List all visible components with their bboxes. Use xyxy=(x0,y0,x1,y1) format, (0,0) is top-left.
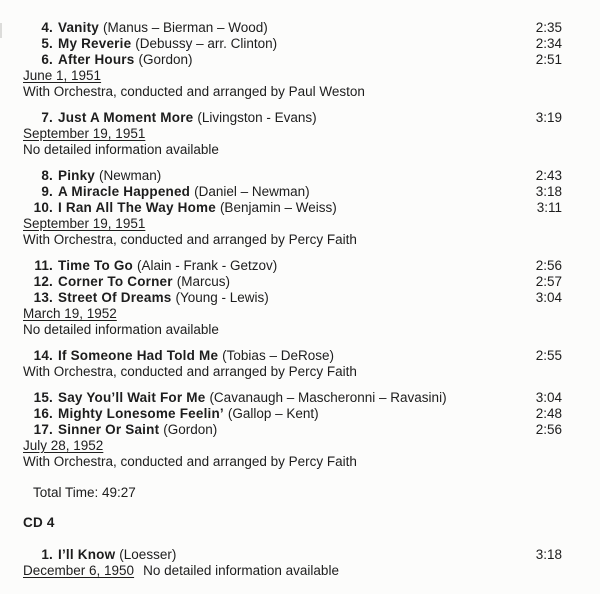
track-credits: (Gordon) xyxy=(138,52,193,67)
track-title: Sinner Or Saint xyxy=(58,422,160,437)
track-title: Pinky xyxy=(58,168,96,183)
track-title: After Hours xyxy=(58,52,135,67)
session-group xyxy=(23,390,562,470)
session-note: With Orchestra, conducted and arranged by Percy Faith xyxy=(23,364,357,379)
track-credits: (Benjamin – Weiss) xyxy=(219,200,337,215)
track-time: 3:19 xyxy=(535,110,562,125)
session-group xyxy=(23,168,562,248)
track-time: 3:18 xyxy=(535,547,562,562)
session-group xyxy=(23,547,562,579)
track-number: 6. xyxy=(41,52,53,67)
track-credits: (Livingston - Evans) xyxy=(197,110,317,125)
track-row xyxy=(23,274,562,290)
track-time: 3:18 xyxy=(535,184,562,199)
track-credits: (Cavanaugh – Mascheronni – Ravasini) xyxy=(209,390,447,405)
track-number: 5. xyxy=(41,36,53,51)
session-note: With Orchestra, conducted and arranged by Paul Weston xyxy=(23,84,365,99)
total-time: Total Time: 49:27 xyxy=(33,485,136,500)
track-credits: (Gordon) xyxy=(163,422,218,437)
track-row xyxy=(23,390,562,406)
session-date: June 1, 1951 xyxy=(23,68,102,83)
track-time: 2:55 xyxy=(535,348,562,363)
track-title: Time To Go xyxy=(58,258,134,273)
track-number: 9. xyxy=(41,184,53,199)
session-group xyxy=(23,348,562,380)
track-credits: (Alain - Frank - Getzov) xyxy=(137,258,278,273)
track-row xyxy=(23,168,562,184)
track-credits: (Young - Lewis) xyxy=(175,290,269,305)
track-number: 14. xyxy=(33,348,53,363)
track-time: 3:11 xyxy=(536,200,562,215)
track-credits: (Debussy – arr. Clinton) xyxy=(135,36,278,51)
session-note: No detailed information available xyxy=(143,563,339,578)
session-note: No detailed information available xyxy=(23,322,219,337)
track-row xyxy=(23,290,562,306)
track-title: I’ll Know xyxy=(58,547,116,562)
track-text xyxy=(53,36,536,52)
session-note: No detailed information available xyxy=(23,142,219,157)
track-title: My Reverie xyxy=(58,36,132,51)
track-row xyxy=(23,200,562,216)
track-title: Say You’ll Wait For Me xyxy=(58,390,206,405)
scan-gutter-artifact xyxy=(0,23,2,38)
session-date: September 19, 1951 xyxy=(23,126,146,141)
session-group xyxy=(23,110,562,158)
track-row xyxy=(23,547,562,563)
track-text xyxy=(53,200,537,216)
track-time: 3:04 xyxy=(535,290,562,305)
track-text xyxy=(53,422,536,438)
track-text xyxy=(53,110,536,126)
track-row xyxy=(23,110,562,126)
track-title: Street Of Dreams xyxy=(58,290,172,305)
session-date-line xyxy=(23,216,562,232)
track-row xyxy=(23,36,562,52)
track-time: 2:57 xyxy=(535,274,562,289)
session-group xyxy=(23,258,562,338)
session-date-line xyxy=(23,68,562,84)
track-row xyxy=(23,52,562,68)
session-group xyxy=(23,20,562,100)
session-date-line xyxy=(23,563,562,579)
track-credits: (Loesser) xyxy=(119,547,177,562)
track-text xyxy=(53,52,536,68)
track-row xyxy=(23,184,562,200)
track-text xyxy=(53,258,536,274)
track-row xyxy=(23,406,562,422)
track-credits: (Marcus) xyxy=(176,274,230,289)
track-number: 4. xyxy=(41,20,53,35)
track-row xyxy=(23,258,562,274)
track-time: 2:51 xyxy=(535,52,562,67)
track-row xyxy=(23,20,562,36)
track-number: 7. xyxy=(41,110,53,125)
track-time: 2:35 xyxy=(535,20,562,35)
session-date-line xyxy=(23,126,562,142)
track-number: 11. xyxy=(34,258,53,273)
track-time: 2:34 xyxy=(535,36,562,51)
track-number: 15. xyxy=(33,390,53,405)
session-date-line xyxy=(23,438,562,454)
session-date: December 6, 1950 xyxy=(23,563,135,578)
track-time: 2:48 xyxy=(535,406,562,421)
track-text xyxy=(53,390,536,406)
track-credits: (Manus – Bierman – Wood) xyxy=(102,20,268,35)
track-title: I Ran All The Way Home xyxy=(58,200,216,215)
track-number: 1. xyxy=(41,547,53,562)
session-note: With Orchestra, conducted and arranged by Percy Faith xyxy=(23,232,357,247)
track-text xyxy=(53,20,536,36)
track-title: Mighty Lonesome Feelin’ xyxy=(58,406,224,421)
track-text xyxy=(53,184,536,200)
track-time: 2:56 xyxy=(535,422,562,437)
track-text xyxy=(53,406,536,422)
track-number: 17. xyxy=(33,422,53,437)
track-credits: (Tobias – DeRose) xyxy=(222,348,334,363)
track-number: 13. xyxy=(33,290,53,305)
track-credits: (Newman) xyxy=(99,168,162,183)
session-date: September 19, 1951 xyxy=(23,216,146,231)
session-note: With Orchestra, conducted and arranged by Percy Faith xyxy=(23,454,357,469)
track-text xyxy=(53,290,536,306)
track-number: 12. xyxy=(33,274,53,289)
track-number: 16. xyxy=(33,406,53,421)
session-date-line xyxy=(23,306,562,322)
track-number: 10. xyxy=(33,200,53,215)
track-time: 2:43 xyxy=(535,168,562,183)
track-credits: (Gallop – Kent) xyxy=(227,406,319,421)
track-time: 3:04 xyxy=(535,390,562,405)
track-row xyxy=(23,348,562,364)
track-text xyxy=(53,547,536,563)
track-row xyxy=(23,422,562,438)
track-time: 2:56 xyxy=(535,258,562,273)
session-date: March 19, 1952 xyxy=(23,306,117,321)
session-date: July 28, 1952 xyxy=(23,438,104,453)
track-title: A Miracle Happened xyxy=(58,184,191,199)
track-credits: (Daniel – Newman) xyxy=(194,184,310,199)
track-number: 8. xyxy=(41,168,53,183)
track-title: Just A Moment More xyxy=(58,110,194,125)
cd-section-header: CD 4 xyxy=(23,515,55,530)
track-title: Corner To Corner xyxy=(58,274,173,289)
track-text xyxy=(53,274,536,290)
track-text xyxy=(53,168,536,184)
track-text xyxy=(53,348,536,364)
track-title: If Someone Had Told Me xyxy=(58,348,219,363)
track-title: Vanity xyxy=(58,20,99,35)
